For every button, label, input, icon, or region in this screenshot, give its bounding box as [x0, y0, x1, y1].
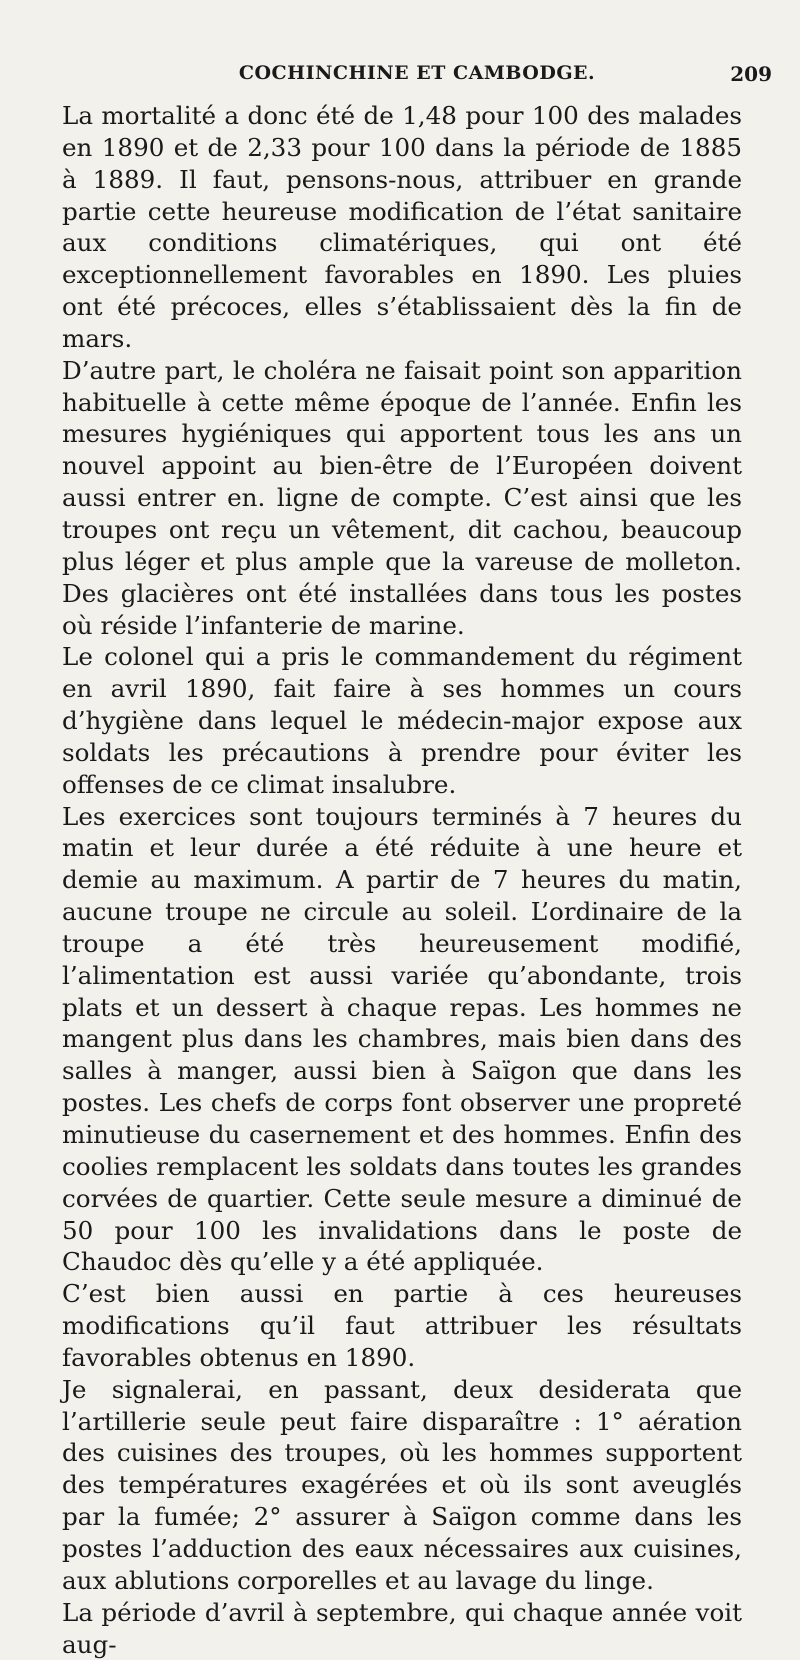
paragraph: Le colonel qui a pris le commandement du régiment en avril 1890, fait faire à ses hommes un cours d’hygiène dans lequel le médecin-major expose aux soldats les précautions à prendre pour éviter les offenses de ce climat insalubre.: [62, 642, 742, 799]
running-title: COCHINCHINE ET CAMBODGE.: [238, 62, 596, 84]
paragraph: D’autre part, le choléra ne faisait point son apparition habituelle à cette même époque de l’année. Enfin les mesures hygiéniques qui apportent tous les ans un nouvel appoint au bien-être de l’Européen doivent aussi entrer en. ligne de compte. C’est ainsi que les troupes ont reçu un vêtement, dit cachou, beaucoup plus léger et plus ample que la vareuse de molleton. Des glacières ont été installées dans tous les postes où réside l’infanterie de marine.: [62, 355, 742, 640]
paragraph: La mortalité a donc été de 1,48 pour 100 des malades en 1890 et de 2,33 pour 100 dans la période de 1885 à 1889. Il faut, pensons-nous, attribuer en grande partie cette heureuse modification de l’état sanitaire aux conditions climatériques, qui ont été exceptionnellement favorables en 1890. Les pluies ont été précoces, elles s’établissaient dès la fin de mars.: [62, 101, 742, 353]
paragraph: C’est bien aussi en partie à ces heureuses modifications qu’il faut attribuer les résultats favorables obtenus en 1890.: [62, 1279, 742, 1372]
running-head: [62, 62, 772, 92]
paragraph: Je signalerai, en passant, deux desiderata que l’artillerie seule peut faire disparaître : 1° aération des cuisines des troupes, où les hommes supportent des températures exagérées et où ils sont aveuglés par la fumée; 2° assurer à Saïgon comme dans les postes l’adduction des eaux nécessaires aux cuisines, aux ablutions corporelles et au lavage du linge.: [62, 1374, 742, 1595]
paragraph: Les exercices sont toujours terminés à 7 heures du matin et leur durée a été réduite à une heure et demie au maximum. A partir de 7 heures du matin, aucune troupe ne circule au soleil. L’ordinaire de la troupe a été très heureusement modifié, l’alimentation est aussi variée qu’abondante, trois plats et un dessert à chaque repas. Les hommes ne mangent plus dans les chambres, mais bien dans des salles à manger, aussi bien à Saïgon que dans les postes. Les chefs de corps font observer une propreté minutieuse du casernement et des hommes. Enfin des coolies remplacent les soldats dans toutes les grandes corvées de quartier. Cette seule mesure a diminué de 50 pour 100 les invalidations dans le poste de Chaudoc dès qu’elle y a été appliquée.: [62, 801, 742, 1277]
paragraph: La période d’avril à septembre, qui chaque année voit aug-: [62, 1597, 742, 1659]
page-number: 209: [730, 62, 772, 86]
body-text: [62, 100, 742, 1660]
